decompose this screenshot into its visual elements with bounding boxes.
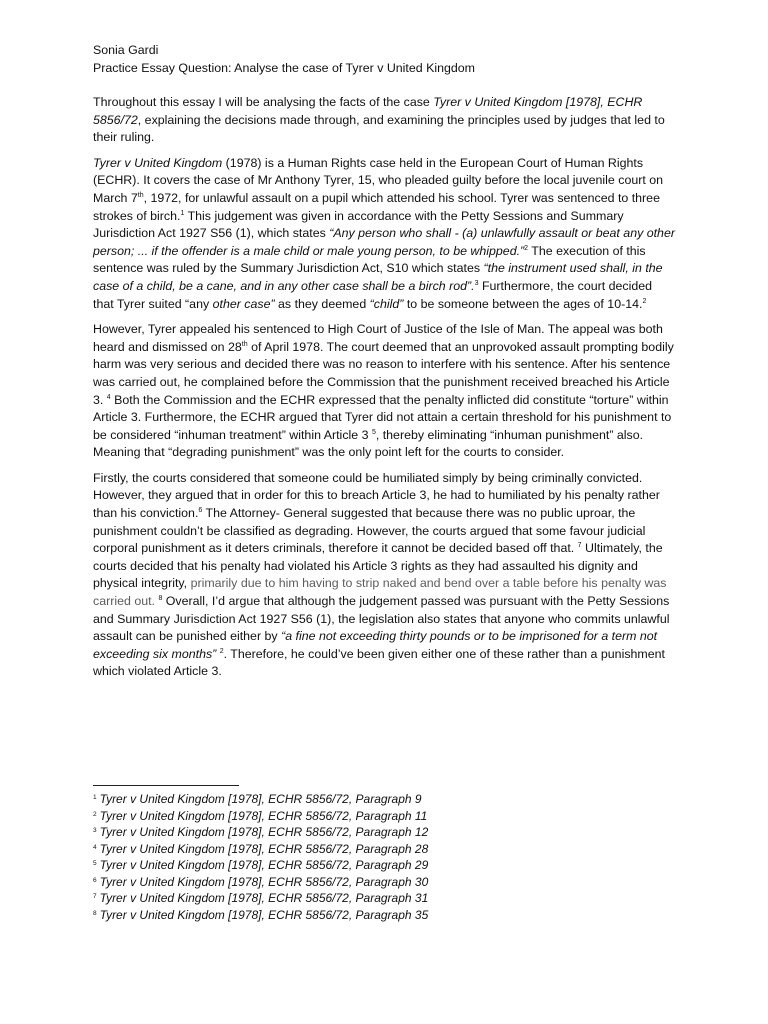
text-run: , thereby eliminating “inhuman punishment” also. Meaning that “degrading punishment” was the only point left for the courts to consider. [93, 427, 644, 460]
footnote [93, 907, 676, 924]
footnote [93, 808, 676, 825]
facts-paragraph [93, 155, 676, 313]
footnote-text: Tyrer v United Kingdom [1978], ECHR 5856/72, Paragraph 35 [99, 907, 429, 922]
footnote-number: 7 [93, 893, 97, 900]
footnote [93, 874, 676, 891]
footnote-ref: 7 [577, 542, 582, 550]
quote: “Any person who shall - (a) unlawfully assault or beat any other person; ... if the offender is a male child or male young person, to be whipped.” [93, 226, 675, 258]
text-run: Furthermore, the court decided that Tyrer suited “any [93, 278, 653, 311]
footnote-number: 3 [93, 827, 97, 834]
footnote-number: 1 [93, 794, 97, 801]
text-run: , explaining the decisions made through, and examining the principles used by judges that led to their ruling. [93, 112, 665, 145]
footnote [93, 857, 676, 874]
footnote-ref: 2 [642, 297, 647, 305]
footnote-text: Tyrer v United Kingdom [1978], ECHR 5856/72, Paragraph 29 [99, 858, 429, 872]
grey-text-run: primarily due to him having to strip naked and bend over a table before his penalty was carried out. [93, 576, 667, 609]
footnotes [93, 791, 676, 923]
text-run: to be someone between the ages of 10-14. [403, 296, 643, 311]
text-run: , 1972, for unlawful assault on a pupil which attended his school. Tyrer was sentenced to three strokes of birch. [93, 190, 660, 223]
footnote-separator [93, 785, 239, 786]
text-run: of April 1978. The court deemed that an unprovoked assault prompting bodily harm was very serious and decided there was no reason to interfere with his sentence. After his sentence was carried out, he complained before the Commission that the punishment received breached his Article 3. [93, 339, 674, 407]
text-run: as they deemed [274, 296, 370, 311]
text-run: Ultimately, the courts decided that his penalty had violated his Article 3 rights as they had assaulted his dignity and physical integrity, [93, 541, 663, 591]
footnote-ref: 1 [180, 209, 185, 217]
footnote-number: 2 [93, 810, 97, 818]
quote: “the instrument used shall, in the case of a child, be a cane, and in any other case shall be a birch rod”. [93, 261, 663, 293]
footnote-text: Tyrer v United Kingdom [1978], ECHR 5856/72, Paragraph 12 [99, 825, 429, 839]
text-run: Firstly, the courts considered that someone could be humiliated simply by being criminally convicted. However, they argued that in order for this to breach Article 3, he had to humiliated by his penalty rather than his conviction. [93, 470, 660, 521]
footnote [93, 841, 676, 858]
intro-paragraph [93, 94, 676, 147]
footnote-number: 8 [93, 909, 97, 917]
text-run: Throughout this essay I will be analysing the facts of the case [93, 95, 434, 109]
footnote-ref: 6 [198, 507, 203, 515]
text-run: The execution of this sentence was ruled by the Summary Jurisdiction Act, S10 which states [93, 243, 646, 276]
footnote-text: Tyrer v United Kingdom [1978], ECHR 5856/72, Paragraph 11 [99, 808, 428, 823]
document-header [93, 41, 676, 77]
text-run: However, Tyrer appealed his sentenced to High Court of Justice of the Isle of Man. The appeal was both heard and dismissed on 28 [93, 322, 663, 354]
text-run: This judgement was given in accordance with the Petty Sessions and Summary Jurisdiction Act 1927 S56 (1), which states [93, 208, 624, 241]
footnote-text: Tyrer v United Kingdom [1978], ECHR 5856/72, Paragraph 9 [99, 792, 422, 806]
author-name: Sonia Gardi [93, 43, 159, 57]
text-run: The Attorney- General suggested that because there was no public uproar, the punishment couldn’t be classified as degrading. However, the courts argued that some favour judicial corporal punishment as it deters criminals, therefore it cannot be decided based off that. [93, 506, 646, 556]
quote: other case” [212, 296, 275, 311]
footnote-ref: 2 [524, 244, 529, 252]
case-citation: Tyrer v United Kingdom [1978], ECHR 5856/72 [93, 95, 643, 127]
footnote [93, 791, 676, 808]
footnote-ref: 2 [219, 647, 224, 655]
appeal-paragraph [93, 321, 676, 462]
footnote-text: Tyrer v United Kingdom [1978], ECHR 5856/72, Paragraph 30 [99, 874, 429, 889]
footnote-ref: 8 [158, 595, 163, 603]
ordinal-suffix: th [137, 191, 144, 199]
footnote [93, 824, 676, 841]
text-run: (1978) is a Human Rights case held in the European Court of Human Rights (ECHR). It covers the case of Mr Anthony Tyrer, 15, who pleaded guilty before the local juvenile court on March 7 [93, 155, 664, 205]
text-run: Both the Commission and the ECHR expressed that the penalty inflicted did constitute “torture” within Article 3. Furthermore, the ECHR argued that Tyrer did not attain a certain threshold for his punishment to be considered “inhuman treatment” within Article 3 [93, 392, 672, 442]
essay-title: Practice Essay Question: Analyse the case of Tyrer v United Kingdom [93, 61, 476, 75]
analysis-paragraph [93, 470, 676, 681]
text-run: Overall, I’d argue that although the judgement passed was pursuant with the Petty Sessions and Summary Jurisdiction Act 1927 S56 (1), the legislation also states that anyone who commits unlawful assault can be punished either by [93, 594, 670, 644]
footnote-number: 6 [93, 876, 97, 884]
footnote [93, 890, 676, 907]
footnote-ref: 5 [371, 428, 376, 436]
ordinal-suffix: th [241, 340, 248, 348]
text-run: . Therefore, he could’ve been given either one of these rather than a punishment which violated Article 3. [93, 646, 665, 679]
footnote-text: Tyrer v United Kingdom [1978], ECHR 5856/72, Paragraph 31 [99, 891, 429, 905]
case-name: Tyrer v United Kingdom [93, 155, 223, 170]
quote: “a fine not exceeding thirty pounds or to be imprisoned for a term not exceeding six months” [93, 629, 658, 661]
footnote-ref: 3 [474, 279, 479, 287]
footnote-text: Tyrer v United Kingdom [1978], ECHR 5856/72, Paragraph 28 [99, 841, 429, 856]
quote: “child” [369, 296, 404, 311]
footnote-number: 4 [93, 843, 97, 851]
footnote-ref: 4 [106, 393, 111, 401]
footnote-number: 5 [93, 860, 97, 867]
